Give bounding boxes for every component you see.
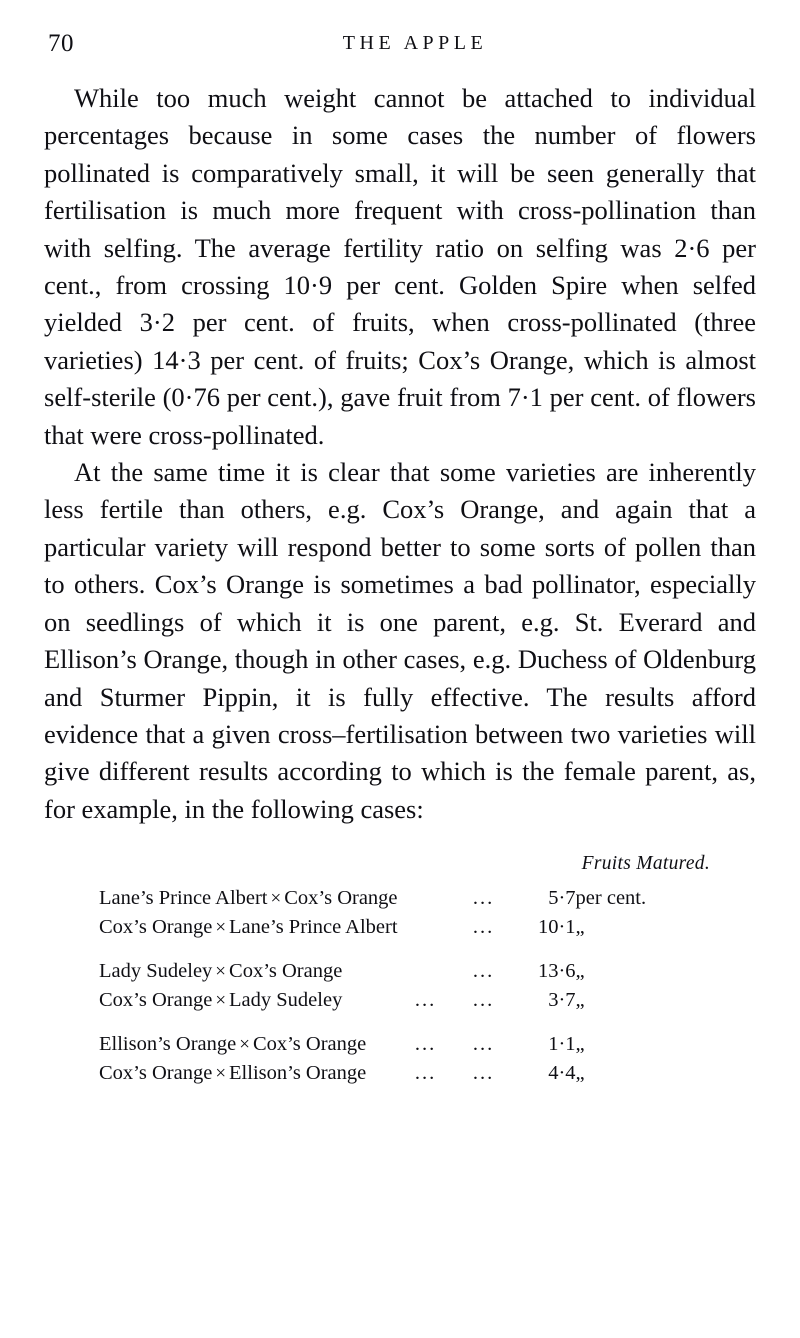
leader-dots-1 [398,884,454,913]
spacer-cell [99,942,646,957]
cross-icon: × [239,1034,250,1056]
leader-dots-2: ... [472,1033,495,1056]
male-parent: Ellison’s Orange [229,1062,367,1085]
leader-dots-1: ... [414,1062,437,1085]
cross-label [99,884,398,913]
table-body [99,884,646,1088]
female-parent: Lady Sudeley [99,960,213,983]
cross-label [99,1059,398,1088]
value: 13·6 [537,960,576,983]
male-parent: Lady Sudeley [229,989,343,1012]
fruits-matured-block [44,850,756,1088]
unit: per cent. [575,887,647,910]
leader-dots-2: ... [472,1062,495,1085]
leader-dots-1 [398,913,454,942]
male-parent: Cox’s Orange [252,1033,367,1056]
female-parent: Ellison’s Orange [99,1033,237,1056]
running-title: THE APPLE [342,32,488,54]
value: 5·7 [548,887,576,910]
cross-icon: × [270,888,282,910]
cross-icon: × [215,917,227,939]
leader-dots-2: ... [472,989,495,1012]
cross-label [99,913,398,942]
unit: „ [575,916,585,939]
table-row [99,986,646,1015]
value: 4·4 [548,1062,576,1085]
cross-icon: × [215,961,227,983]
cross-label [99,986,398,1015]
female-parent: Lane’s Prince Albert [99,887,268,910]
female-parent: Cox’s Orange [99,1062,213,1085]
table-row [99,1059,646,1088]
value: 10·1 [537,916,576,939]
body-text [44,80,756,828]
page-number: 70 [48,30,74,57]
value: 3·7 [548,989,576,1012]
leader-dots-1: ... [414,1033,437,1056]
cross-icon: × [215,1063,227,1085]
table-row [99,884,646,913]
book-page [0,30,800,1338]
leader-dots-2: ... [472,887,495,910]
table-caption: Fruits Matured. [581,853,710,875]
leader-dots-1: ... [414,989,437,1012]
male-parent: Lane’s Prince Albert [229,916,398,939]
paragraph-2: At the same time it is clear that some varieties are inherently less fertile than others, e.g. Cox’s Orange, and again that a particular variety will respond better to some sorts of pollen than to others. Cox’s Orange is sometimes a bad pollinator, especially on seedlings of which it is one parent, e.g. St. Everard and Ellison’s Orange, though in other cases, e.g. Duchess of Oldenburg and Sturmer Pippin, it is fully effective. The results afford evidence that a given cross–fertilisation between two varieties will give different results according to which is the female parent, as, for example, in the following cases: [44,457,756,824]
table-row [99,913,646,942]
leader-dots-1 [398,957,454,986]
unit: „ [575,1062,585,1085]
leader-dots-2: ... [472,960,495,983]
cross-label [99,957,398,986]
cross-icon: × [215,990,227,1012]
female-parent: Cox’s Orange [99,916,213,939]
female-parent: Cox’s Orange [99,989,213,1012]
unit: „ [575,989,585,1012]
paragraph-1: While too much weight cannot be attached to individual percentages because in some cases the number of flowers pollinated is comparatively small, it will be seen generally that fertilisation is much more frequent with cross-pollination than with selfing. The average fertility ratio on selfing was 2·6 per cent., from crossing 10·9 per cent. Golden Spire when selfed yielded 3·2 per cent. of fruits, when cross-pollinated (three varieties) 14·3 per cent. of fruits; Cox’s Orange, which is almost self-sterile (0·76 per cent.), gave fruit from 7·1 per cent. of flowers that were cross-pollinated. [44,83,756,450]
male-parent: Cox’s Orange [229,960,343,983]
leader-dots-2: ... [472,916,495,939]
page-header [48,30,752,64]
spacer-cell [99,1015,646,1030]
unit: „ [575,960,585,983]
cross-label [99,1030,398,1059]
table-row [99,957,646,986]
fruits-matured-table [99,884,646,1088]
row-spacer [99,942,646,957]
table-row [99,1030,646,1059]
value: 1·1 [548,1033,576,1056]
unit: „ [575,1033,585,1056]
male-parent: Cox’s Orange [284,887,398,910]
row-spacer [99,1015,646,1030]
